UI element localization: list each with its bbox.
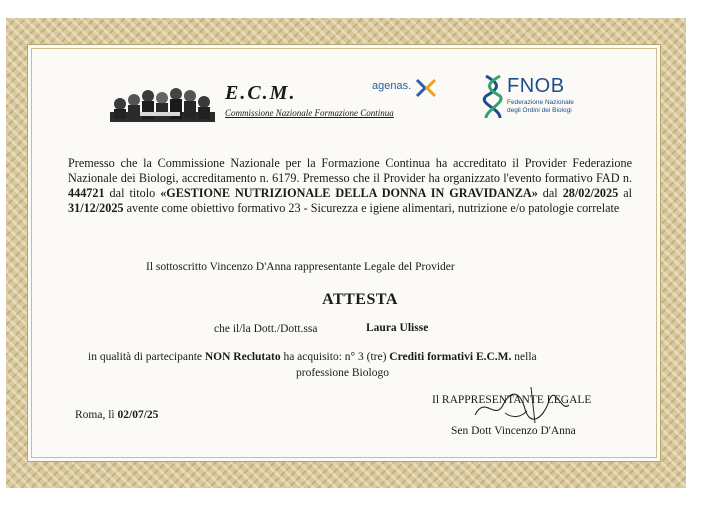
attesta-heading: ATTESTA — [322, 291, 398, 308]
premise-text-4: al — [618, 186, 633, 200]
date-from: 28/02/2025 — [562, 186, 619, 200]
premise-text-1: Premesso che la Commissione Nazionale per la Formazione Continua ha accreditato il Provider Federazione Nazionale dei Biologi, accreditamento n. 6179. Premesso che il Provider ha organizzato l'evento formativo FAD n. — [68, 156, 632, 185]
credits-text-3: nella — [511, 351, 537, 363]
course-title: «GESTIONE NUTRIZIONALE DELLA DONNA IN GRAVIDANZA» — [160, 186, 538, 200]
handwritten-signature — [465, 385, 575, 425]
ecm-subtitle: Commissione Nazionale Formazione Continua — [225, 108, 394, 118]
premise-paragraph — [68, 156, 632, 216]
undersigned-line: Il sottoscritto Vincenzo D'Anna rappresentante Legale del Provider — [146, 261, 455, 273]
ecm-people-logo — [110, 82, 215, 122]
date-to: 31/12/2025 — [68, 201, 124, 215]
credits-label: Crediti formativi E.C.M. — [389, 351, 512, 363]
ecm-title: E.C.M. — [225, 82, 297, 104]
profession-line: professione Biologo — [296, 367, 389, 379]
participant-status: NON Reclutato — [204, 351, 281, 363]
recipient-name: Laura Ulisse — [366, 322, 429, 334]
agenas-logo-icon — [415, 78, 437, 98]
premise-text-2: dal titolo — [104, 186, 161, 200]
logo-row — [110, 72, 610, 132]
agenas-label: agenas. — [372, 80, 412, 92]
fnob-title: FNOB — [507, 75, 565, 97]
fnob-subtitle-line2: degli Ordini dei Biologi — [507, 107, 572, 114]
fnob-subtitle-line1: Federazione Nazionale — [507, 99, 574, 106]
event-number: 444721 — [68, 186, 105, 200]
premise-text-5: avente come obiettivo formativo 23 - Sicurezza e igiene alimentari, nutrizione e/o patologie correlate — [123, 201, 620, 215]
place-date — [75, 409, 158, 421]
recipient-prefix: che il/la Dott./Dott.ssa — [214, 323, 318, 335]
credits-text-2: ha acquisito: n° 3 (tre) — [280, 351, 390, 363]
representative-name: Sen Dott Vincenzo D'Anna — [451, 425, 576, 437]
credits-text-1: in qualità di partecipante — [88, 351, 205, 363]
place-label: Roma, lì — [75, 409, 118, 421]
issue-date: 02/07/25 — [117, 409, 159, 421]
fnob-dna-icon — [482, 74, 504, 120]
premise-text-3: dal — [537, 186, 563, 200]
representative-title: Il RAPPRESENTANTE LEGALE — [432, 394, 592, 406]
credits-line — [88, 351, 537, 363]
fnob-subtitle — [507, 99, 607, 115]
